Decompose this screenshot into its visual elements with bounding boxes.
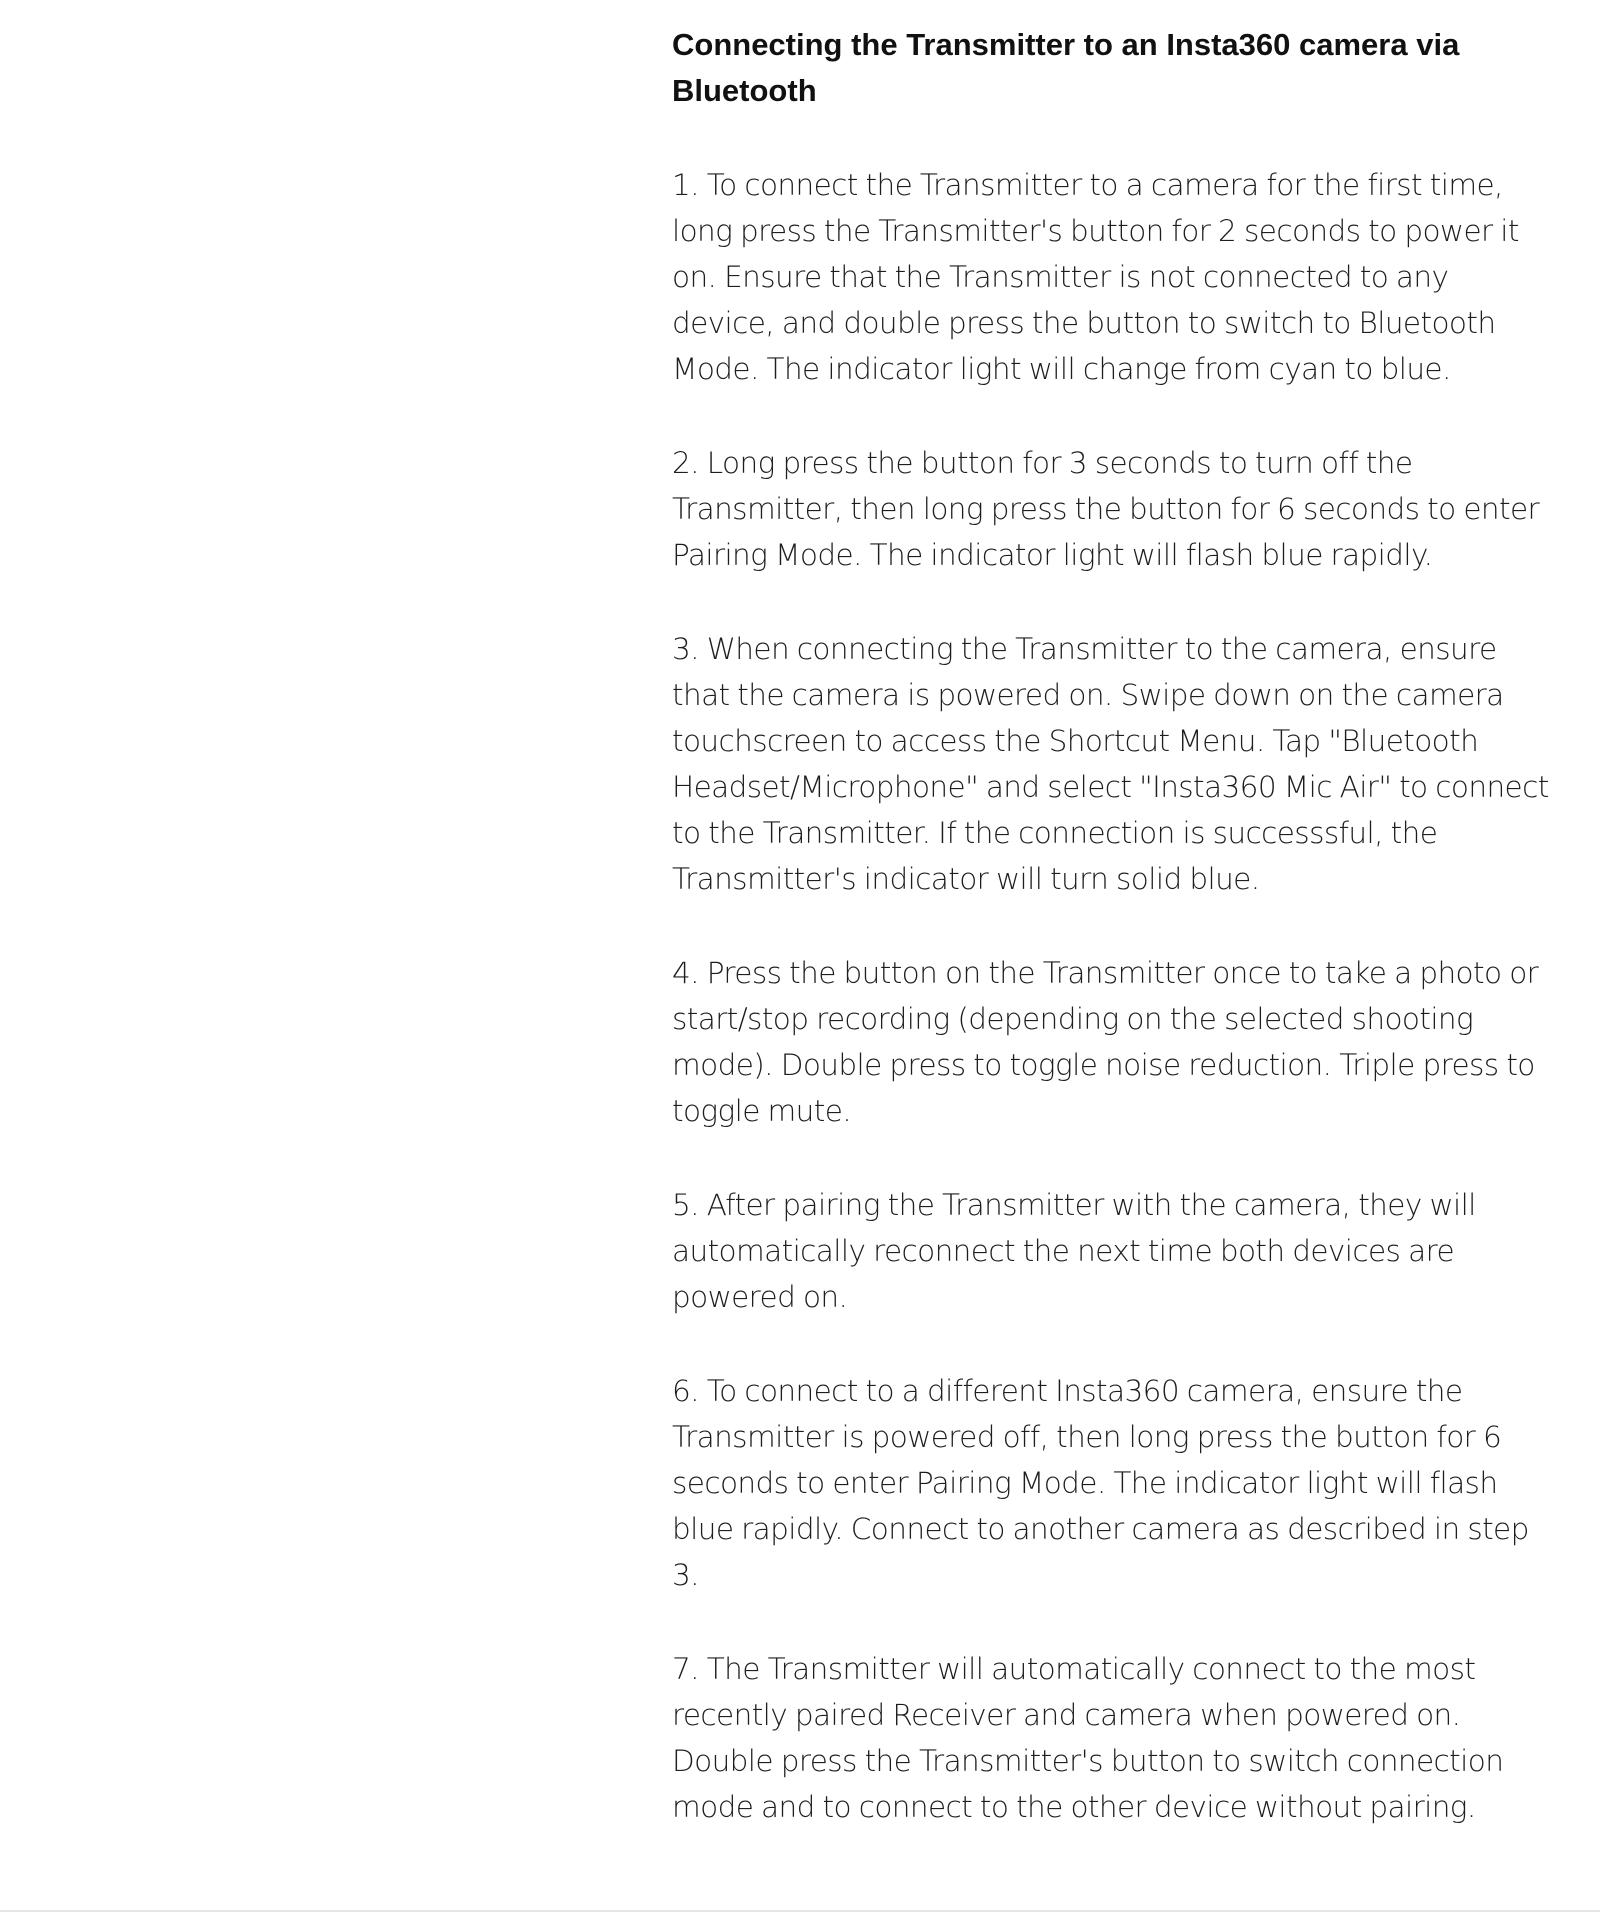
- step-3: 3. When connecting the Transmitter to the camera, ensure that the camera is powered on. Swipe down on the camera touchscreen to access the Shortcut Menu. Tap "Bluetooth Headset/Microphone" and select "Insta360 Mic Air" to connect to the Transmitter. If the connection is successsful, the Transmitter's indicator will turn solid blue.: [672, 632, 1549, 896]
- step-4: 4. Press the button on the Transmitter once to take a photo or start/stop recording (depending on the selected shooting mode). Double press to toggle noise reduction. Triple press to toggle mute.: [672, 956, 1539, 1128]
- step-2: 2. Long press the button for 3 seconds to turn off the Transmitter, then long press the button for 6 seconds to enter Pairing Mode. The indicator light will flash blue rapidly.: [672, 446, 1540, 572]
- step-1: 1. To connect the Transmitter to a camera for the first time, long press the Transmitter's button for 2 seconds to power it on. Ensure that the Transmitter is not connected to any device, and double press the button to switch to Bluetooth Mode. The indicator light will change from cyan to blue.: [672, 168, 1519, 386]
- article-title: Connecting the Transmitter to an Insta360 camera via Bluetooth: [672, 27, 1460, 108]
- article-content: [672, 22, 1552, 1878]
- step-5: 5. After pairing the Transmitter with the camera, they will automatically reconnect the next time both devices are powered on.: [672, 1188, 1476, 1314]
- step-6: 6. To connect to a different Insta360 camera, ensure the Transmitter is powered off, then long press the button for 6 seconds to enter Pairing Mode. The indicator light will flash blue rapidly. Connect to another camera as described in step 3.: [672, 1374, 1529, 1592]
- step-7: 7. The Transmitter will automatically connect to the most recently paired Receiver and camera when powered on. Double press the Transmitter's button to switch connection mode and to connect to the other device without pairing.: [672, 1652, 1504, 1824]
